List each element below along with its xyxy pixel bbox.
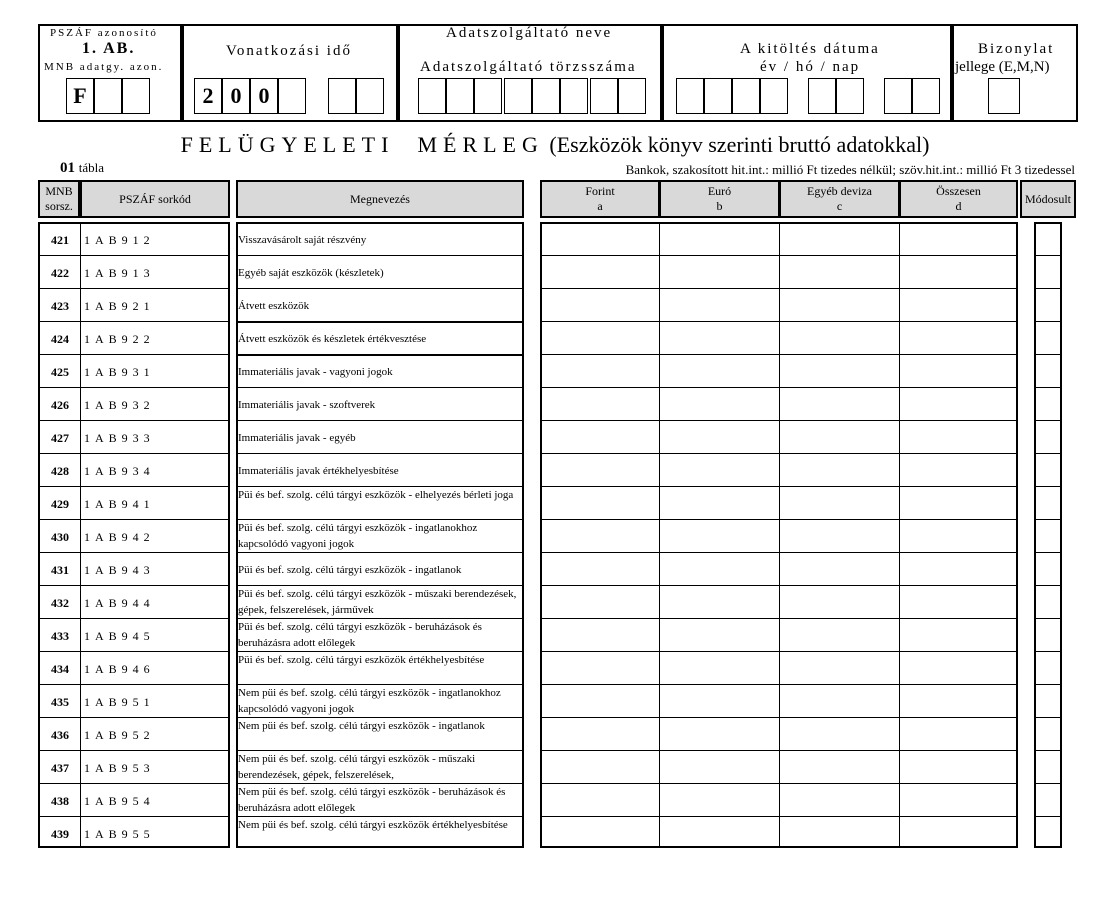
row-forint-input[interactable] bbox=[541, 388, 659, 419]
row-code: 1AB943 bbox=[84, 563, 155, 577]
row-total-input[interactable] bbox=[900, 784, 1017, 815]
row-forint-input[interactable] bbox=[541, 256, 659, 287]
mnb-id-field-3[interactable] bbox=[122, 78, 150, 114]
row-euro-input[interactable] bbox=[660, 322, 779, 353]
row-euro-input[interactable] bbox=[660, 586, 779, 617]
provider-id-digit-3[interactable] bbox=[474, 78, 502, 114]
provider-box bbox=[398, 24, 662, 122]
row-modified-input[interactable] bbox=[1035, 685, 1061, 716]
row-total-input[interactable] bbox=[900, 586, 1017, 617]
table-number-value: 01 bbox=[60, 160, 75, 176]
row-total-input[interactable] bbox=[900, 487, 1017, 518]
row-code: 1AB941 bbox=[84, 497, 155, 511]
table-number-word: tábla bbox=[78, 160, 105, 175]
col-header-other-label: Egyéb deviza bbox=[807, 184, 872, 198]
row-separator bbox=[38, 519, 230, 520]
col-header-name-label: Megnevezés bbox=[350, 192, 410, 206]
row-forint-input[interactable] bbox=[541, 223, 659, 254]
form-title-main: FELÜGYELETI MÉRLEG bbox=[180, 132, 544, 157]
row-modified-input[interactable] bbox=[1035, 421, 1061, 452]
row-euro-input[interactable] bbox=[660, 454, 779, 485]
row-other-fx-input[interactable] bbox=[780, 289, 899, 320]
row-separator bbox=[38, 717, 230, 718]
row-forint-input[interactable] bbox=[541, 586, 659, 617]
row-modified-input[interactable] bbox=[1035, 586, 1061, 617]
col-header-euro-letter: b bbox=[716, 199, 723, 213]
col-header-other-fx bbox=[779, 180, 900, 218]
row-name: Püi és bef. szolg. célú tárgyi eszközök - ingatlanokhoz kapcsolódó vagyoni jogok bbox=[238, 522, 478, 550]
row-separator bbox=[38, 255, 230, 256]
row-separator bbox=[38, 552, 230, 553]
row-name: Nem püi és bef. szolg. célú tárgyi eszközök - ingatlanokhoz kapcsolódó vagyoni jogok bbox=[238, 687, 501, 715]
row-modified-input[interactable] bbox=[1035, 289, 1061, 320]
row-name: Püi és bef. szolg. célú tárgyi eszközök - műszaki berendezések, gépek, felszerelések, járművek bbox=[238, 588, 517, 616]
row-code: 1AB934 bbox=[84, 464, 155, 478]
pszaf-id-box bbox=[38, 24, 182, 122]
fill-date-sub-label: év / hó / nap bbox=[760, 59, 861, 75]
fill-date-digit-5[interactable] bbox=[808, 78, 836, 114]
row-number: 423 bbox=[51, 299, 69, 313]
row-name: Püi és bef. szolg. célú tárgyi eszközök - ingatlanok bbox=[238, 564, 462, 576]
row-other-fx-input[interactable] bbox=[780, 454, 899, 485]
provider-id-label: Adatszolgáltató törzsszáma bbox=[420, 59, 637, 75]
period-digit-1[interactable]: 2 bbox=[194, 78, 222, 114]
row-separator bbox=[38, 585, 230, 586]
row-number: 429 bbox=[51, 497, 69, 511]
col-header-pszaf-label: PSZÁF sorkód bbox=[119, 192, 191, 206]
table-number bbox=[60, 161, 104, 176]
col-header-forint bbox=[540, 180, 660, 218]
row-forint-input[interactable] bbox=[541, 454, 659, 485]
row-modified-input[interactable] bbox=[1035, 520, 1061, 551]
row-code: 1AB953 bbox=[84, 761, 155, 775]
row-code: 1AB922 bbox=[84, 332, 155, 346]
row-code: 1AB913 bbox=[84, 266, 155, 280]
row-euro-input[interactable] bbox=[660, 289, 779, 320]
col-header-forint-label: Forint bbox=[585, 184, 615, 198]
provider-id-digit-8[interactable] bbox=[618, 78, 646, 114]
row-modified-input[interactable] bbox=[1035, 751, 1061, 782]
provider-id-digit-5[interactable] bbox=[532, 78, 560, 114]
row-separator bbox=[38, 420, 230, 421]
row-code: 1AB932 bbox=[84, 398, 155, 412]
row-number: 436 bbox=[51, 728, 69, 742]
row-code: 1AB951 bbox=[84, 695, 155, 709]
row-forint-input[interactable] bbox=[541, 619, 659, 650]
row-other-fx-input[interactable] bbox=[780, 487, 899, 518]
row-total-input[interactable] bbox=[900, 454, 1017, 485]
period-box bbox=[182, 24, 398, 122]
period-label: Vonatkozási idő bbox=[226, 43, 352, 59]
col-header-pszaf bbox=[80, 180, 230, 218]
row-code: 1AB952 bbox=[84, 728, 155, 742]
row-separator bbox=[236, 255, 524, 256]
row-code: 1AB945 bbox=[84, 629, 155, 643]
fill-date-label: A kitöltés dátuma bbox=[740, 41, 880, 57]
row-number: 422 bbox=[51, 266, 69, 280]
row-other-fx-input[interactable] bbox=[780, 388, 899, 419]
row-name: Visszavásárolt saját részvény bbox=[238, 234, 367, 246]
row-number: 425 bbox=[51, 365, 69, 379]
row-total-input[interactable] bbox=[900, 289, 1017, 320]
row-separator bbox=[236, 552, 524, 553]
row-modified-input[interactable] bbox=[1035, 619, 1061, 650]
row-separator bbox=[38, 453, 230, 454]
row-euro-input[interactable] bbox=[660, 421, 779, 452]
row-euro-input[interactable] bbox=[660, 487, 779, 518]
row-modified-input[interactable] bbox=[1035, 256, 1061, 287]
row-forint-input[interactable] bbox=[541, 487, 659, 518]
row-code: 1AB944 bbox=[84, 596, 155, 610]
row-separator bbox=[38, 651, 230, 652]
row-total-input[interactable] bbox=[900, 355, 1017, 386]
fill-date-digit-6[interactable] bbox=[836, 78, 864, 114]
col-header-other-letter: c bbox=[836, 199, 843, 213]
doc-type-sub-label: jellege (E,M,N) bbox=[955, 59, 1050, 75]
row-code: 1AB931 bbox=[84, 365, 155, 379]
row-name: Immateriális javak - szoftverek bbox=[238, 399, 376, 411]
row-code: 1AB921 bbox=[84, 299, 155, 313]
row-number: 432 bbox=[51, 596, 69, 610]
row-code: 1AB954 bbox=[84, 794, 155, 808]
row-modified-input[interactable] bbox=[1035, 487, 1061, 518]
col-header-mnb bbox=[38, 180, 80, 218]
pszaf-id-label: PSZÁF azonosító bbox=[50, 27, 158, 39]
row-code: 1AB933 bbox=[84, 431, 155, 445]
provider-name-label: Adatszolgáltató neve bbox=[446, 25, 613, 41]
row-name: Átvett eszközök bbox=[238, 300, 310, 312]
row-forint-input[interactable] bbox=[541, 652, 659, 683]
row-euro-input[interactable] bbox=[660, 619, 779, 650]
row-euro-input[interactable] bbox=[660, 553, 779, 584]
fill-date-digit-3[interactable] bbox=[732, 78, 760, 114]
row-separator bbox=[38, 783, 230, 784]
col-header-modified-label: Módosult bbox=[1024, 192, 1071, 206]
row-number: 430 bbox=[51, 530, 69, 544]
row-separator bbox=[38, 618, 230, 619]
row-forint-input[interactable] bbox=[541, 685, 659, 716]
col-header-name bbox=[236, 180, 524, 218]
row-separator bbox=[236, 288, 524, 289]
col-header-euro-label: Euró bbox=[707, 184, 732, 198]
row-other-fx-input[interactable] bbox=[780, 718, 899, 749]
fill-date-digit-7[interactable] bbox=[884, 78, 912, 114]
period-digit-2[interactable]: 0 bbox=[222, 78, 250, 114]
row-euro-input[interactable] bbox=[660, 817, 779, 848]
provider-id-digit-6[interactable] bbox=[560, 78, 588, 114]
row-modified-input[interactable] bbox=[1035, 223, 1061, 254]
row-separator bbox=[236, 354, 524, 356]
row-number: 435 bbox=[51, 695, 69, 709]
row-total-input[interactable] bbox=[900, 256, 1017, 287]
row-modified-input[interactable] bbox=[1035, 784, 1061, 815]
row-modified-input[interactable] bbox=[1035, 652, 1061, 683]
row-other-fx-input[interactable] bbox=[780, 553, 899, 584]
col-header-total-letter: d bbox=[955, 199, 962, 213]
row-other-fx-input[interactable] bbox=[780, 817, 899, 848]
period-digit-6[interactable] bbox=[356, 78, 384, 114]
mnb-id-field[interactable]: F bbox=[66, 78, 94, 114]
row-name: Egyéb saját eszközök (készletek) bbox=[238, 267, 384, 279]
row-name: Nem püi és bef. szolg. célú tárgyi eszközök értékhelyesbítése bbox=[238, 819, 508, 831]
row-modified-input[interactable] bbox=[1035, 817, 1061, 848]
provider-id-digit-4[interactable] bbox=[504, 78, 532, 114]
row-forint-input[interactable] bbox=[541, 520, 659, 551]
row-euro-input[interactable] bbox=[660, 751, 779, 782]
row-separator bbox=[38, 354, 230, 355]
row-forint-input[interactable] bbox=[541, 421, 659, 452]
row-total-input[interactable] bbox=[900, 718, 1017, 749]
row-code: 1AB955 bbox=[84, 827, 155, 841]
row-other-fx-input[interactable] bbox=[780, 256, 899, 287]
row-total-input[interactable] bbox=[900, 553, 1017, 584]
row-euro-input[interactable] bbox=[660, 784, 779, 815]
row-total-input[interactable] bbox=[900, 322, 1017, 353]
row-euro-input[interactable] bbox=[660, 520, 779, 551]
row-number: 426 bbox=[51, 398, 69, 412]
row-name: Püi és bef. szolg. célú tárgyi eszközök értékhelyesbítése bbox=[238, 654, 485, 666]
row-euro-input[interactable] bbox=[660, 355, 779, 386]
doc-type-field[interactable] bbox=[988, 78, 1020, 114]
form-title-sub: (Eszközök könyv szerinti bruttó adatokkal) bbox=[549, 132, 930, 157]
row-euro-input[interactable] bbox=[660, 685, 779, 716]
row-other-fx-input[interactable] bbox=[780, 751, 899, 782]
col-header-modified bbox=[1020, 180, 1076, 218]
row-code: 1AB912 bbox=[84, 233, 155, 247]
row-other-fx-input[interactable] bbox=[780, 421, 899, 452]
col-header-mnb-line1: MNB bbox=[45, 184, 73, 198]
fill-date-box bbox=[662, 24, 952, 122]
row-number: 438 bbox=[51, 794, 69, 808]
row-name: Püi és bef. szolg. célú tárgyi eszközök - elhelyezés bérleti joga bbox=[238, 489, 514, 501]
row-code: 1AB942 bbox=[84, 530, 155, 544]
row-total-input[interactable] bbox=[900, 223, 1017, 254]
row-number: 421 bbox=[51, 233, 69, 247]
row-euro-input[interactable] bbox=[660, 652, 779, 683]
row-euro-input[interactable] bbox=[660, 223, 779, 254]
row-forint-input[interactable] bbox=[541, 784, 659, 815]
provider-id-digit-1[interactable] bbox=[418, 78, 446, 114]
row-forint-input[interactable] bbox=[541, 322, 659, 353]
row-name: Nem püi és bef. szolg. célú tárgyi eszközök - ingatlanok bbox=[238, 720, 485, 732]
row-total-input[interactable] bbox=[900, 619, 1017, 650]
row-name: Nem püi és bef. szolg. célú tárgyi eszközök - műszaki berendezések, gépek, felszerelések, bbox=[238, 753, 476, 781]
row-number: 434 bbox=[51, 662, 69, 676]
row-total-input[interactable] bbox=[900, 685, 1017, 716]
col-header-total bbox=[899, 180, 1018, 218]
row-separator bbox=[38, 387, 230, 388]
row-other-fx-input[interactable] bbox=[780, 784, 899, 815]
doc-type-box bbox=[952, 24, 1078, 122]
row-number: 433 bbox=[51, 629, 69, 643]
row-forint-input[interactable] bbox=[541, 553, 659, 584]
row-modified-input[interactable] bbox=[1035, 388, 1061, 419]
row-other-fx-input[interactable] bbox=[780, 355, 899, 386]
provider-id-digit-7[interactable] bbox=[590, 78, 618, 114]
row-euro-input[interactable] bbox=[660, 718, 779, 749]
row-modified-input[interactable] bbox=[1035, 355, 1061, 386]
provider-id-digit-2[interactable] bbox=[446, 78, 474, 114]
row-total-input[interactable] bbox=[900, 652, 1017, 683]
units-note: Bankok, szakosított hit.int.: millió Ft tizedes nélkül; szöv.hit.int.: millió Ft 3 tizedessel bbox=[625, 162, 1075, 177]
row-total-input[interactable] bbox=[900, 817, 1017, 848]
fill-date-digit-2[interactable] bbox=[704, 78, 732, 114]
row-total-input[interactable] bbox=[900, 520, 1017, 551]
body-divider-num-code bbox=[80, 222, 81, 848]
row-forint-input[interactable] bbox=[541, 718, 659, 749]
row-separator bbox=[236, 420, 524, 421]
row-forint-input[interactable] bbox=[541, 355, 659, 386]
row-separator bbox=[236, 387, 524, 388]
row-separator bbox=[38, 288, 230, 289]
col-header-mnb-line2: sorsz. bbox=[45, 199, 73, 213]
row-euro-input[interactable] bbox=[660, 256, 779, 287]
row-total-input[interactable] bbox=[900, 751, 1017, 782]
mnb-id-field-2[interactable] bbox=[94, 78, 122, 114]
row-code: 1AB946 bbox=[84, 662, 155, 676]
row-separator bbox=[38, 486, 230, 487]
row-forint-input[interactable] bbox=[541, 751, 659, 782]
period-digit-4[interactable] bbox=[278, 78, 306, 114]
row-name: Püi és bef. szolg. célú tárgyi eszközök - beruházások és beruházásra adott előlegek bbox=[238, 621, 482, 649]
row-total-input[interactable] bbox=[900, 388, 1017, 419]
row-name: Immateriális javak - egyéb bbox=[238, 432, 356, 444]
form-code: 1. AB. bbox=[82, 40, 136, 57]
row-number: 427 bbox=[51, 431, 69, 445]
row-euro-input[interactable] bbox=[660, 388, 779, 419]
fill-date-digit-8[interactable] bbox=[912, 78, 940, 114]
col-header-total-label: Összesen bbox=[936, 184, 981, 198]
fill-date-digit-4[interactable] bbox=[760, 78, 788, 114]
col-header-forint-letter: a bbox=[597, 199, 603, 213]
row-other-fx-input[interactable] bbox=[780, 586, 899, 617]
mnb-id-label: MNB adatgy. azon. bbox=[44, 61, 164, 73]
form-title bbox=[0, 132, 1110, 158]
row-name: Átvett eszközök és készletek értékvesztése bbox=[238, 333, 427, 345]
row-name: Immateriális javak - vagyoni jogok bbox=[238, 366, 393, 378]
row-modified-input[interactable] bbox=[1035, 553, 1061, 584]
row-number: 428 bbox=[51, 464, 69, 478]
row-other-fx-input[interactable] bbox=[780, 652, 899, 683]
row-separator bbox=[38, 321, 230, 322]
row-other-fx-input[interactable] bbox=[780, 223, 899, 254]
row-separator bbox=[236, 321, 524, 323]
col-header-euro bbox=[659, 180, 780, 218]
row-separator bbox=[38, 684, 230, 685]
row-number: 439 bbox=[51, 827, 69, 841]
doc-type-label: Bizonylat bbox=[978, 41, 1055, 57]
row-modified-input[interactable] bbox=[1035, 454, 1061, 485]
row-other-fx-input[interactable] bbox=[780, 520, 899, 551]
row-other-fx-input[interactable] bbox=[780, 619, 899, 650]
row-name: Nem püi és bef. szolg. célú tárgyi eszközök - beruházások és beruházásra adott előlegek bbox=[238, 786, 506, 814]
period-digit-3[interactable]: 0 bbox=[250, 78, 278, 114]
row-number: 431 bbox=[51, 563, 69, 577]
row-name: Immateriális javak értékhelyesbítése bbox=[238, 465, 399, 477]
row-modified-input[interactable] bbox=[1035, 322, 1061, 353]
row-other-fx-input[interactable] bbox=[780, 685, 899, 716]
row-modified-input[interactable] bbox=[1035, 718, 1061, 749]
row-other-fx-input[interactable] bbox=[780, 322, 899, 353]
row-total-input[interactable] bbox=[900, 421, 1017, 452]
row-forint-input[interactable] bbox=[541, 289, 659, 320]
row-forint-input[interactable] bbox=[541, 817, 659, 848]
row-separator bbox=[38, 750, 230, 751]
row-number: 437 bbox=[51, 761, 69, 775]
row-number: 424 bbox=[51, 332, 69, 346]
period-digit-5[interactable] bbox=[328, 78, 356, 114]
row-separator bbox=[236, 453, 524, 454]
fill-date-digit-1[interactable] bbox=[676, 78, 704, 114]
row-separator bbox=[38, 816, 230, 817]
